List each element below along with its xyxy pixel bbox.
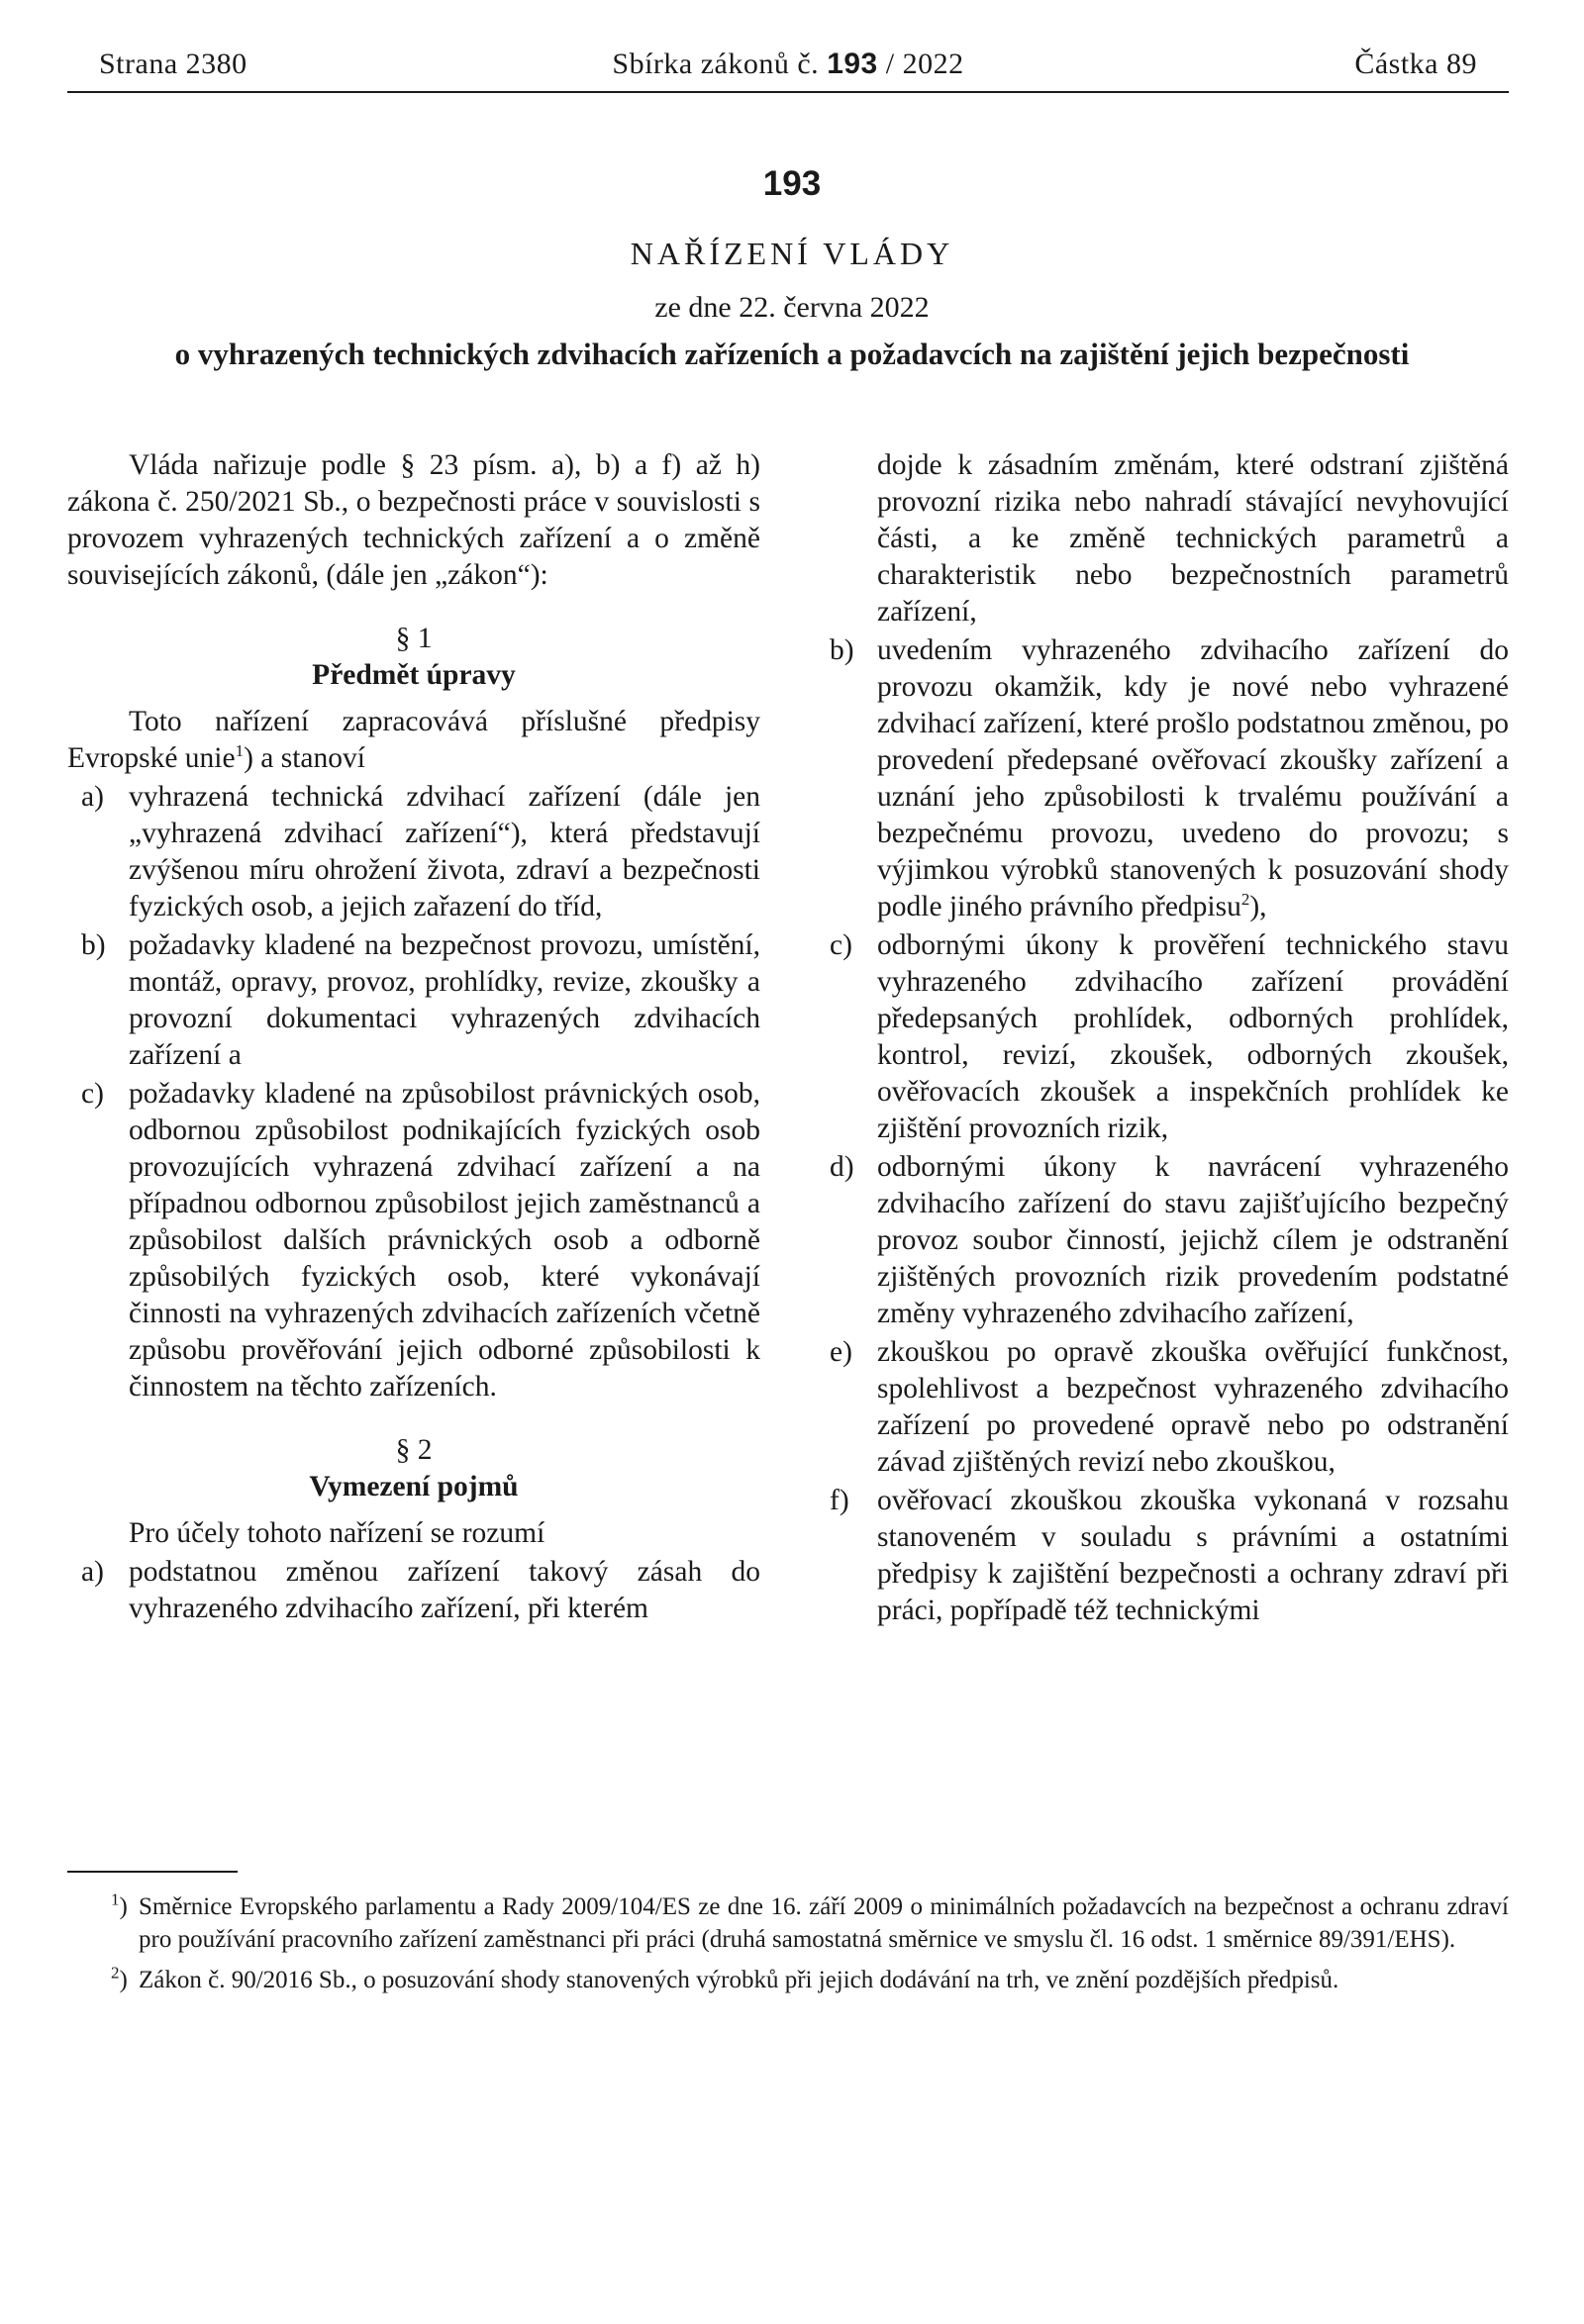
part-number: Částka 89 bbox=[1354, 48, 1477, 80]
document-date: ze dne 22. června 2022 bbox=[654, 291, 930, 324]
footnote-mark: $^2$) bbox=[111, 1963, 128, 1993]
document-type: NAŘÍZENÍ VLÁDY bbox=[630, 236, 954, 271]
item-label: a) bbox=[81, 1556, 104, 1588]
section-2-item-a-continued bbox=[816, 447, 1509, 630]
right-column bbox=[816, 447, 1509, 1629]
footnote-rule bbox=[67, 1871, 238, 1873]
footnote-text: Zákon č. 90/2016 Sb., o posuzování shody stanovených výrobků při jejich dodávání na trh, ve znění pozdějších předpisů. bbox=[139, 1967, 1339, 1993]
section-2-intro: Pro účely tohoto nařízení se rozumí bbox=[129, 1517, 545, 1549]
item-text: požadavky kladené na způsobilost právnických osob, odbornou způsobilost podnikajících fyzických osob provozujících vyhrazená zdvihací zařízení a na případnou odbornou způsobilost jejich zaměstnanců a způsobilost dalších právnických osob a odborně způsobilých fyzických osob, které vykonávají činnosti na vyhrazených zdvihacích zařízeních včetně způsobu prověřování jejich odborné způsobilosti k činnostem na těchto zařízeních. bbox=[129, 1078, 760, 1403]
footnotes bbox=[111, 1889, 1509, 2004]
page-number: Strana 2380 bbox=[99, 48, 248, 80]
section-2-item-b bbox=[816, 632, 1509, 925]
preamble: Vláda nařizuje podle § 23 písm. a), b) a f) až h) zákona č. 250/2021 Sb., o bezpečnosti práce v souvislosti s provozem vyhrazených technických zařízení a o změně souvisejících zákonů, (dále jen „zákon“): bbox=[67, 449, 760, 591]
section-1-item-a bbox=[67, 779, 760, 925]
footnote-ref-1[interactable]: 1 bbox=[235, 741, 245, 761]
item-label: c) bbox=[830, 929, 852, 961]
section-2-item-e bbox=[816, 1334, 1509, 1481]
item-text: odbornými úkony k prověření technického stavu vyhrazeného zdvihacího zařízení provádění předepsaných prohlídek, odborných prohlídek, kontrol, revizí, zkoušek, odborných zkoušek, ověřovacích zkoušek a inspekčních prohlídek ke zjištění provozních rizik, bbox=[877, 929, 1509, 1144]
footnote-2 bbox=[111, 1963, 1509, 1996]
footnote-mark: $^1$) bbox=[111, 1889, 128, 1920]
item-text: požadavky kladené na bezpečnost provozu, umístění, montáž, opravy, provoz, prohlídky, revize, zkoušky a provozní dokumentaci vyhrazených zdvihacích zařízení a bbox=[129, 929, 760, 1071]
item-label: f) bbox=[830, 1485, 849, 1516]
document-subject: o vyhrazených technických zdvihacích zařízeních a požadavcích na zajištění jejich bezpečnosti bbox=[174, 337, 1410, 371]
section-1-intro-text: Toto nařízení zapracovává příslušné předpisy Evropské unie bbox=[67, 706, 760, 774]
item-label: b) bbox=[81, 929, 106, 961]
item-label: b) bbox=[830, 634, 854, 666]
section-1-item-c bbox=[67, 1076, 760, 1405]
section-1-item-b bbox=[67, 927, 760, 1074]
item-text: ověřovací zkouškou zkouška vykonaná v rozsahu stanoveném v souladu s právními a ostatními předpisy k zajištění bezpečnosti a ochrany zdraví při práci, popřípadě též technickými bbox=[877, 1485, 1509, 1626]
section-2-number: § 2 bbox=[395, 1434, 433, 1466]
item-text-end: ), bbox=[1249, 891, 1267, 922]
collection-year: / 2022 bbox=[885, 48, 964, 80]
section-2-item-d bbox=[816, 1149, 1509, 1332]
item-text: vyhrazená technická zdvihací zařízení (dále jen „vyhrazená zdvihací zařízení“), která představují zvýšenou míru ohrožení života, zdraví a bezpečnosti fyzických osob, a jejich zařazení do tříd, bbox=[129, 781, 760, 922]
collection-reference bbox=[67, 48, 1509, 81]
section-1-intro bbox=[67, 704, 760, 777]
footnote-text: Směrnice Evropského parlamentu a Rady 2009/104/ES ze dne 16. září 2009 o minimálních požadavcích na bezpečnost a ochranu zdraví pro používání pracovního zařízení zaměstnanci při práci (druhá samostatná směrnice ve smyslu čl. 16 odst. 1 směrnice 89/391/EHS). bbox=[139, 1893, 1509, 1953]
item-text: uvedením vyhrazeného zdvihacího zařízení do provozu okamžik, kdy je nové nebo vyhrazené zdvihací zařízení, které prošlo podstatnou změnou, po provedení předepsané ověřovací zkoušky zařízení a uznání jeho způsobilosti k trvalému používání a bezpečnému provozu, uvedeno do provozu; s výjimkou výrobků stanovených k posuzování shody podle jiného právního předpisu bbox=[877, 634, 1509, 922]
section-2-item-a bbox=[67, 1554, 760, 1627]
regulation-number: 193 bbox=[762, 164, 822, 203]
page-header bbox=[67, 48, 1509, 91]
section-2-item-f bbox=[816, 1483, 1509, 1629]
item-text: podstatnou změnou zařízení takový zásah do vyhrazeného zdvihacího zařízení, při kterém bbox=[129, 1556, 760, 1624]
item-label: e) bbox=[830, 1336, 852, 1368]
section-2-title: Vymezení pojmů bbox=[309, 1471, 519, 1502]
item-text: odbornými úkony k navrácení vyhrazeného zdvihacího zařízení do stavu zajišťujícího bezpečný provoz soubor činností, jejichž cílem je odstranění zjištěných provozních rizik provedením podstatné změny vyhrazeného zdvihacího zařízení, bbox=[877, 1151, 1509, 1329]
header-rule bbox=[67, 91, 1509, 93]
section-1-number: § 1 bbox=[395, 623, 433, 654]
section-1-title: Předmět úpravy bbox=[312, 659, 516, 691]
section-1-intro-end: ) a stanoví bbox=[244, 742, 365, 774]
item-text: dojde k zásadním změnám, které odstraní zjištěná provozní rizika nebo nahradí stávající nevyhovující části, a ke změně technických parametrů a charakteristik nebo bezpečnostních parametrů zařízení, bbox=[877, 449, 1509, 628]
item-text: zkouškou po opravě zkouška ověřující funkčnost, spolehlivost a bezpečnost vyhrazeného zdvihacího zařízení po provedené opravě nebo po odstranění závad zjištěných revizí nebo zkouškou, bbox=[877, 1336, 1509, 1478]
item-label: d) bbox=[830, 1151, 854, 1183]
item-label: c) bbox=[81, 1078, 104, 1110]
left-column bbox=[67, 447, 760, 1627]
collection-number: 193 bbox=[827, 48, 878, 80]
section-2-item-c bbox=[816, 927, 1509, 1147]
footnote-ref-2[interactable]: 2 bbox=[1240, 890, 1250, 910]
collection-prefix: Sbírka zákonů č. bbox=[612, 48, 820, 80]
footnote-1 bbox=[111, 1889, 1509, 1956]
item-label: a) bbox=[81, 781, 104, 813]
